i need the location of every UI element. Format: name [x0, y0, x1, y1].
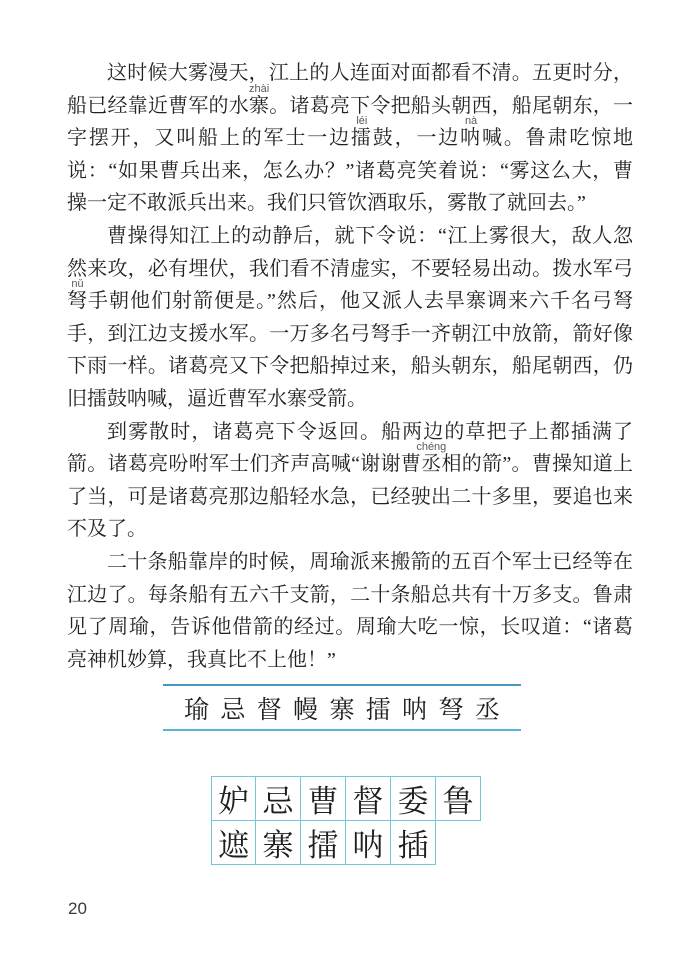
writing-grid-cell: 擂	[301, 820, 346, 865]
recognition-character: 寨	[329, 696, 355, 724]
writing-grid-cell: 督	[346, 776, 391, 821]
story-text	[67, 57, 633, 676]
recognition-character: 瑜	[184, 696, 210, 724]
annotated-character: nà 呐	[460, 115, 482, 150]
story-paragraph: 这时候大雾漫天，江上的人连面对面都看不清。五更时分，船已经靠近曹军的水 zhài 寨。诸葛亮下令把船头朝西，船尾朝东，一字摆开，又叫船上的军士一边 léi 擂鼓，一边 nà 呐喊。鲁肃吃惊地说：“如果曹兵出来，怎么办？”诸葛亮笑着说：“雾这么大，曹操一定不敢派兵出来。我们只管饮酒取乐，雾散了就回去。”	[67, 62, 634, 215]
annotated-character: nǔ 弩	[67, 278, 89, 313]
recognition-character: 忌	[220, 696, 246, 724]
recognition-character: 幔	[293, 696, 319, 724]
writing-practice-grid	[211, 776, 481, 865]
writing-grid-cell: 鲁	[436, 776, 481, 821]
annotated-character: chéng 丞	[416, 441, 447, 476]
pinyin-annotation: nà	[464, 115, 478, 128]
writing-grid-cell: 插	[391, 820, 436, 865]
story-paragraph: 二十条船靠岸的时候，周瑜派来搬箭的五百个军士已经等在江边了。每条船有五六千支箭，二十条船总共有十万多支。鲁肃见了周瑜，告诉他借箭的经过。周瑜大吃一惊，长叹道：“诸葛亮神机妙算，我真比不上他！”	[67, 550, 633, 671]
recognition-characters	[163, 690, 521, 726]
pinyin-annotation: chéng	[416, 441, 447, 454]
recognition-character: 丞	[474, 696, 500, 724]
recognition-character: 弩	[438, 696, 464, 724]
annotated-character: zhài 寨	[249, 82, 270, 117]
writing-grid-cell: 遮	[211, 820, 256, 865]
writing-grid-cell: 妒	[211, 776, 256, 821]
pinyin-annotation: zhài	[249, 82, 270, 95]
writing-grid-row	[211, 820, 481, 865]
story-paragraph: 曹操得知江上的动静后，就下令说：“江上雾很大，敌人忽然来攻，必有埋伏，我们看不清虚实，不要轻易出动。拨水军弓 nǔ 弩手朝他们射箭便是。”然后，他又派人去旱寨调来六千名弓弩手，到江边支援水军。一万多名弓弩手一齐朝江中放箭，箭好像下雨一样。诸葛亮又下令把船掉过来，船头朝东，船尾朝西，仍旧擂鼓呐喊，逼近曹军水寨受箭。	[67, 224, 633, 410]
writing-grid-cell: 忌	[256, 776, 301, 821]
pinyin-annotation: nǔ	[71, 278, 84, 291]
recognition-character: 督	[256, 696, 282, 724]
writing-grid-cell: 曹	[301, 776, 346, 821]
page-number: 20	[68, 899, 87, 918]
recognition-character: 擂	[365, 696, 391, 724]
annotated-character: léi 擂	[350, 115, 373, 150]
writing-grid-row	[211, 776, 481, 821]
writing-grid-cell: 委	[391, 776, 436, 821]
writing-grid-cell: 寨	[256, 820, 301, 865]
story-paragraph: 到雾散时，诸葛亮下令返回。船两边的草把子上都插满了箭。诸葛亮吩咐军士们齐声高喊“谢谢曹 chéng 丞相的箭”。曹操知道上了当，可是诸葛亮那边船轻水急，已经驶出二十多里，要追也来不及了。	[67, 420, 633, 541]
character-recognition-strip	[163, 684, 521, 731]
pinyin-annotation: léi	[356, 115, 368, 128]
recognition-character: 呐	[402, 696, 428, 724]
writing-grid-cell: 呐	[346, 820, 391, 865]
